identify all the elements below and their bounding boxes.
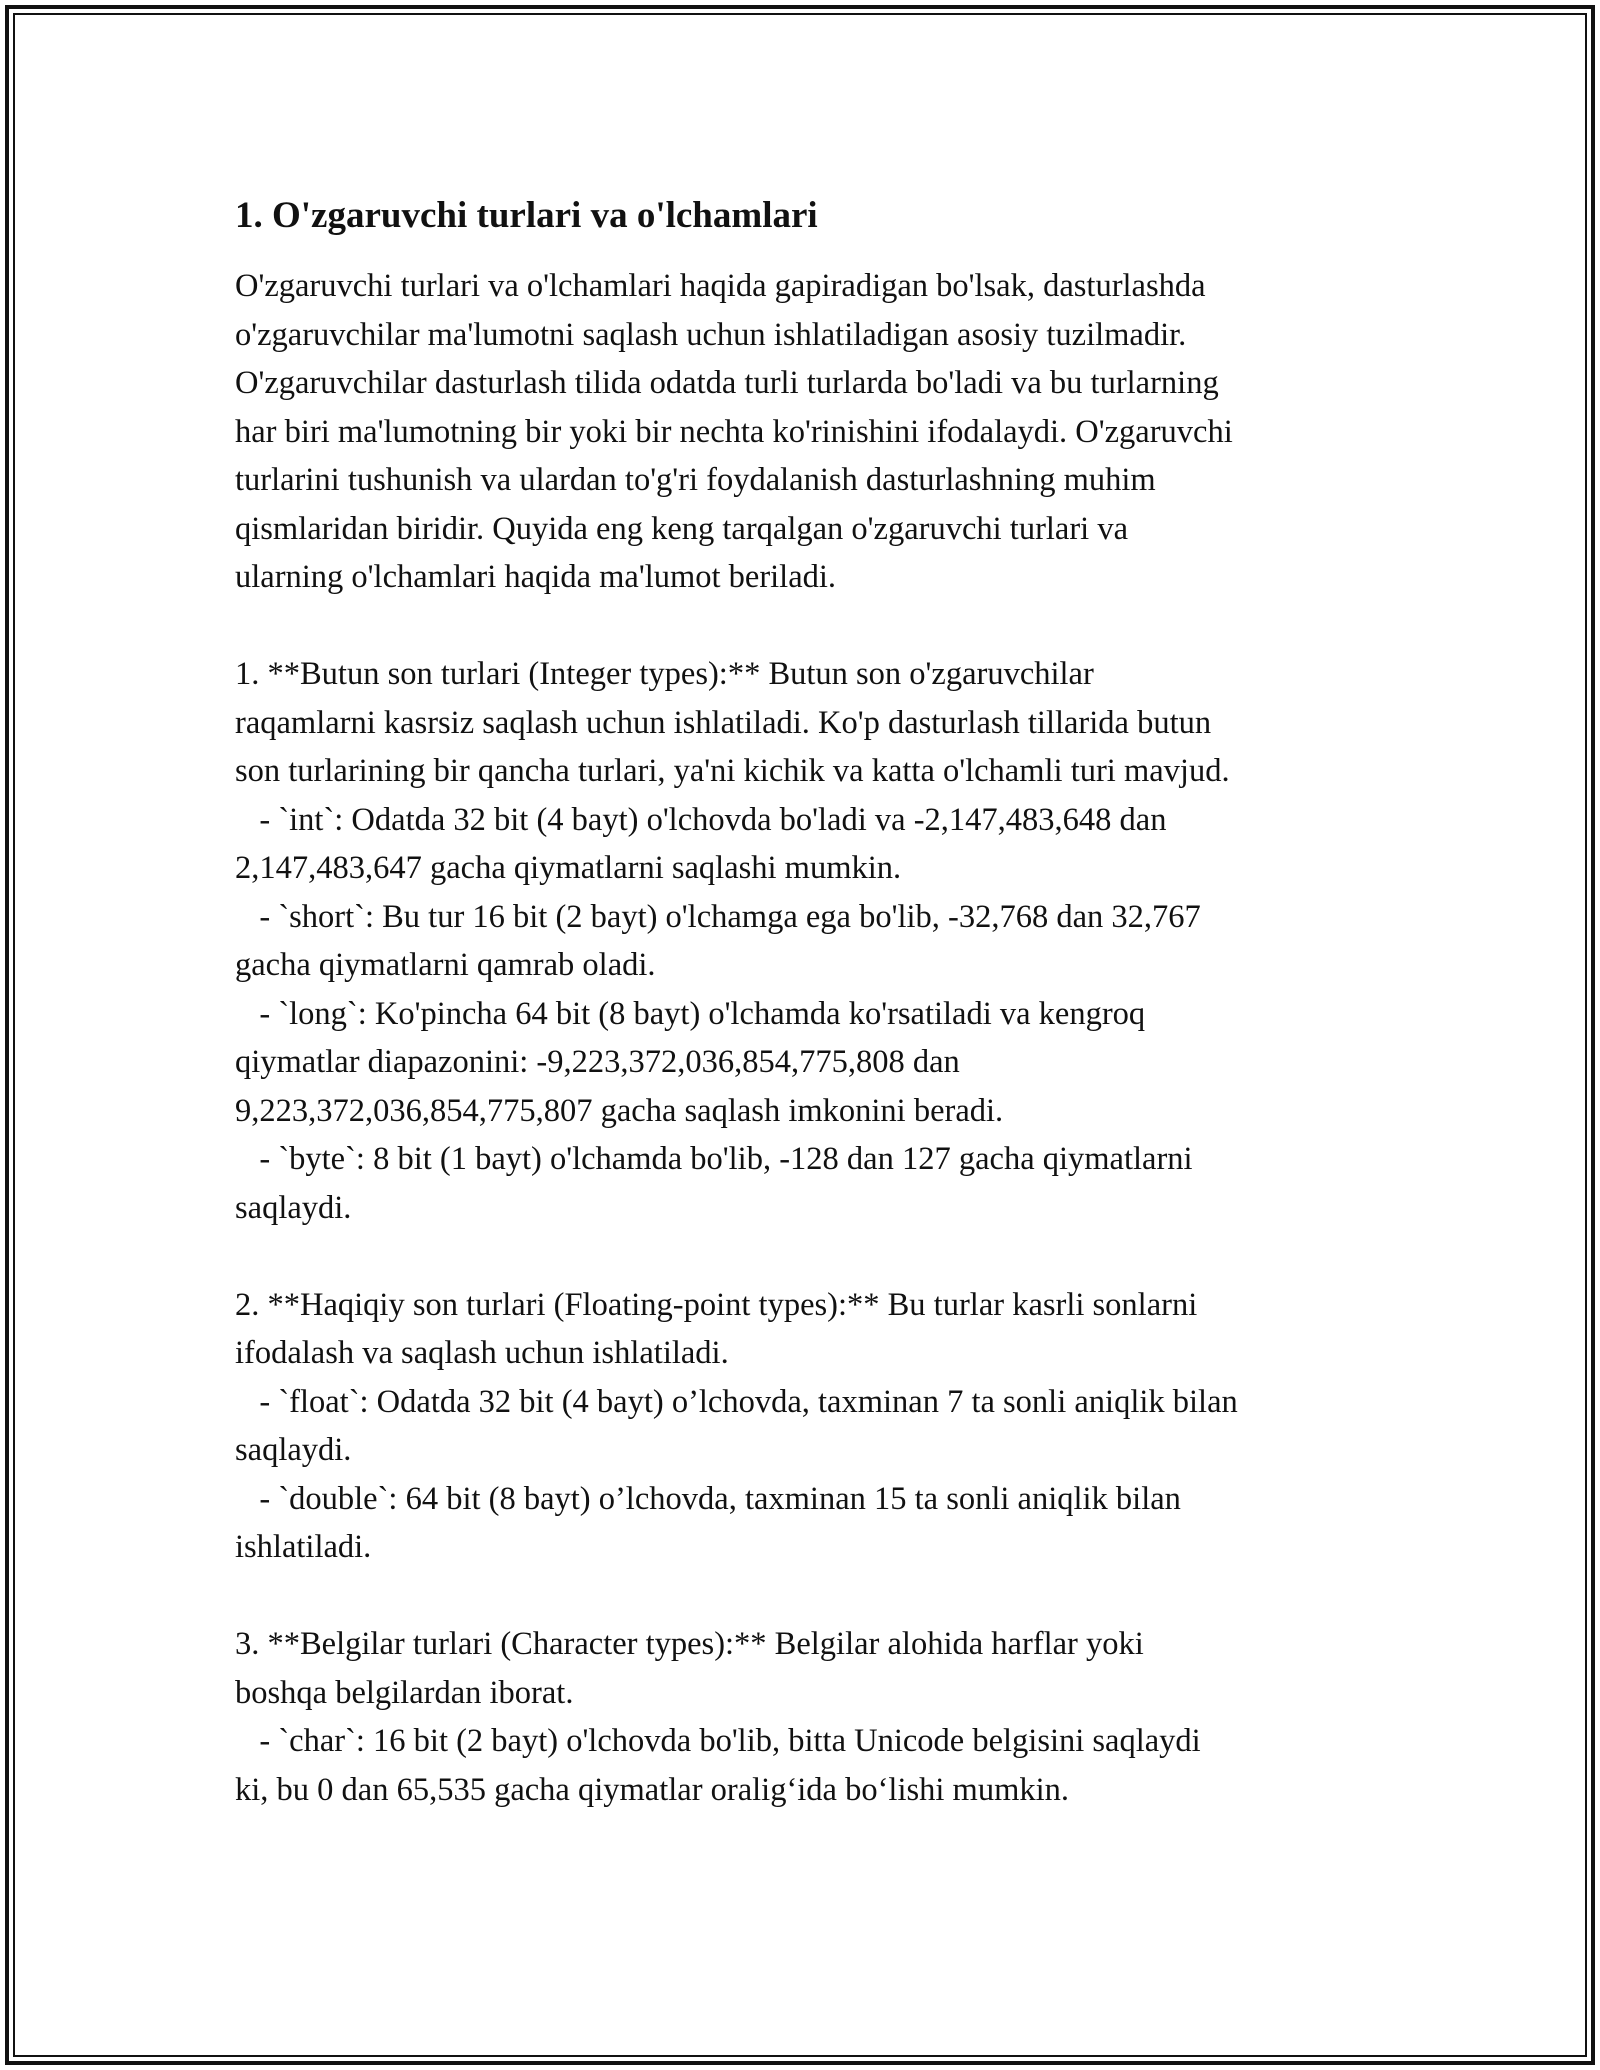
text-line: - `float`: Odatda 32 bit (4 bayt) o’lchovda, taxminan 7 ta sonli aniqlik bilan [235,1383,1238,1420]
text-line: - `char`: 16 bit (2 bayt) o'lchovda bo'lib, bitta Unicode belgisini saqlaydi [235,1723,1201,1759]
text-line: ishlatiladi. [235,1529,372,1565]
section-heading: 1. O'zgaruvchi turlari va o'lchamlari [235,195,818,236]
text-line: o'zgaruvchilar ma'lumotni saqlash uchun ishlatiladigan asosiy tuzilmadir. [235,316,1187,353]
text-line: ki, bu 0 dan 65,535 gacha qiymatlar oralig‘ida bo‘lishi mumkin. [235,1771,1070,1808]
text-line: - `double`: 64 bit (8 bayt) o’lchovda, taxminan 15 ta sonli aniqlik bilan [235,1480,1181,1517]
text-line: O'zgaruvchilar dasturlash tilida odatda turli turlarda bo'ladi va bu turlarning [235,365,1219,401]
text-line: - `int`: Odatda 32 bit (4 bayt) o'lchovda bo'ladi va -2,147,483,648 dan [235,801,1167,838]
text-line [235,1572,1375,1621]
text-line [235,602,1375,651]
text-line: saqlaydi. [235,1432,352,1468]
text-line: O'zgaruvchi turlari va o'lchamlari haqida gapiradigan bo'lsak, dasturlashda [235,268,1206,304]
text-line: ifodalash va saqlash uchun ishlatiladi. [235,1335,729,1371]
text-line: 2,147,483,647 gacha qiymatlarni saqlashi mumkin. [235,850,902,886]
text-line: - `short`: Bu tur 16 bit (2 bayt) o'lchamga ega bo'lib, -32,768 dan 32,767 [235,898,1201,935]
text-line: boshqa belgilardan iborat. [235,1674,574,1711]
text-line: 1. **Butun son turlari (Integer types):** Butun son o'zgaruvchilar [235,656,1094,692]
text-line: har biri ma'lumotning bir yoki bir nechta ko'rinishini ifodalaydi. O'zgaruvchi [235,413,1233,450]
text-line: ularning o'lchamlari haqida ma'lumot beriladi. [235,559,837,595]
paragraph-text [235,262,1375,1814]
text-line: 9,223,372,036,854,775,807 gacha saqlash imkonini beradi. [235,1092,1004,1129]
text-line: turlarini tushunish va ulardan to'g'ri foydalanish dasturlashning muhim [235,462,1156,498]
text-line: raqamlarni kasrsiz saqlash uchun ishlatiladi. Ko'p dasturlash tillarida butun [235,704,1212,741]
text-line: saqlaydi. [235,1189,352,1226]
document-body [235,188,1375,1814]
text-line: 2. **Haqiqiy son turlari (Floating-point types):** Bu turlar kasrli sonlarni [235,1286,1198,1323]
text-line: - `byte`: 8 bit (1 bayt) o'lchamda bo'lib, -128 dan 127 gacha qiymatlarni [235,1141,1193,1177]
text-line: 3. **Belgilar turlari (Character types):** Belgilar alohida harflar yoki [235,1626,1144,1662]
text-line: qismlaridan biridir. Quyida eng keng tarqalgan o'zgaruvchi turlari va [235,510,1129,547]
text-line [235,1232,1375,1281]
text-line: qiymatlar diapazonini: -9,223,372,036,854,775,808 dan [235,1044,960,1080]
text-line: gacha qiymatlarni qamrab oladi. [235,947,656,983]
text-line: - `long`: Ko'pincha 64 bit (8 bayt) o'lchamda ko'rsatiladi va kengroq [235,995,1146,1032]
text-line: son turlarining bir qancha turlari, ya'ni kichik va katta o'lchamli turi mavjud. [235,753,1230,789]
